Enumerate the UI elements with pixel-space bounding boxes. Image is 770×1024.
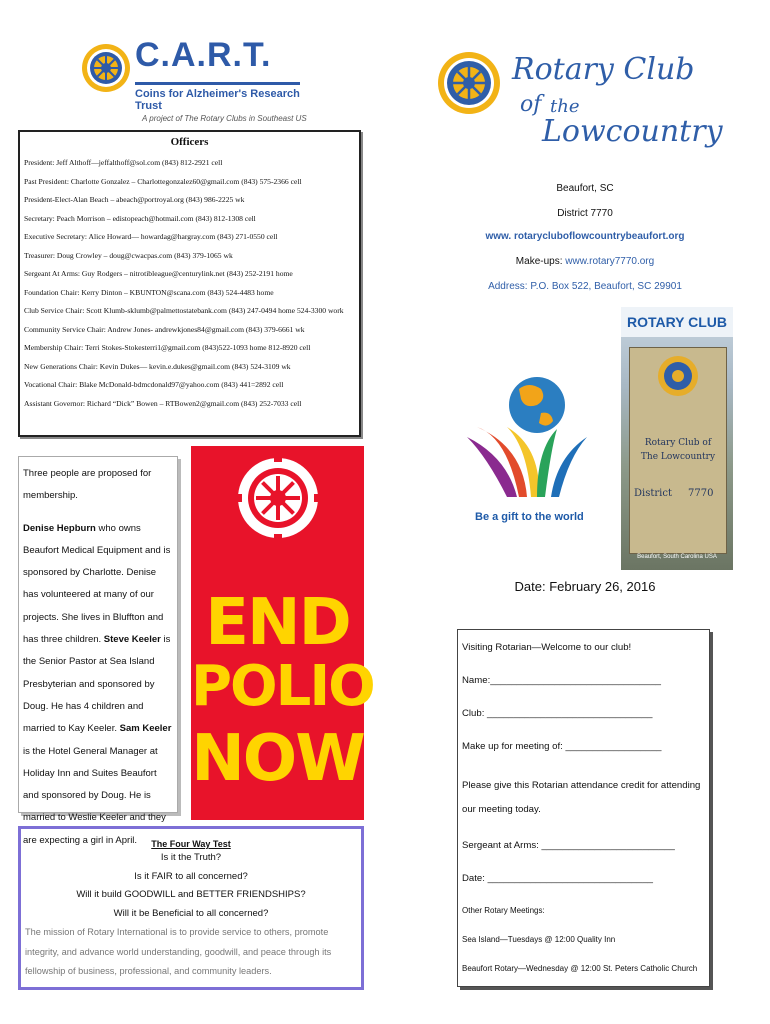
sign-number: 7770 bbox=[688, 488, 714, 499]
club-district: District 7770 bbox=[557, 208, 613, 219]
officer-line: Past President: Charlotte Gonzalez – Charlottegonzalez60@gmail.com (843) 575-2366 cell bbox=[24, 176, 302, 186]
polio-polio: POLIO bbox=[191, 654, 374, 719]
rotary-wheel-icon bbox=[80, 30, 132, 110]
club-logo-line: of bbox=[520, 92, 542, 117]
sign-footer: Beaufort, South Carolina USA bbox=[637, 554, 717, 560]
four-way-line: Will it be Beneficial to all concerned? bbox=[113, 907, 269, 919]
polio-end: END bbox=[205, 586, 350, 660]
new-members-box bbox=[18, 456, 178, 846]
officer-line: Sergeant At Arms: Guy Rodgers – nitrotibleague@centurylink.net (843) 252-2191 home bbox=[24, 269, 293, 278]
rotary-wheel-icon bbox=[236, 456, 320, 540]
four-way-title: The Four Way Test bbox=[151, 839, 231, 849]
club-logo-line: Rotary Club bbox=[512, 52, 695, 87]
club-website-link[interactable]: www. rotarycluboflowcountrybeaufort.org bbox=[485, 231, 685, 242]
four-way-line: Is it FAIR to all concerned? bbox=[134, 870, 248, 882]
club-address: Address: P.O. Box 522, Beaufort, SC 29901 bbox=[488, 281, 682, 292]
gift-globe-icon bbox=[457, 367, 597, 507]
officers-box bbox=[18, 130, 361, 437]
officer-line: Foundation Chair: Kerry Dinton – KBUNTON@scana.com (843) 524-4483 home bbox=[24, 287, 274, 297]
officer-line: President-Elect-Alan Beach – abeach@portroyal.org (843) 986-2225 wk bbox=[24, 195, 245, 204]
four-way-line: Will it build GOODWILL and BETTER FRIENDSHIPS? bbox=[76, 889, 306, 900]
meeting-item: Sea Island—Tuesdays @ 12:00 Quality Inn bbox=[462, 935, 616, 944]
member-name: Sam Keeler bbox=[119, 723, 172, 735]
sign-line: Rotary Club of bbox=[644, 438, 712, 448]
officer-line: Treasurer: Doug Crowley – doug@cwacpas.com (843) 379-1065 wk bbox=[24, 250, 233, 260]
gift-caption: Be a gift to the world bbox=[475, 511, 584, 523]
club-makeups bbox=[460, 256, 710, 267]
visiting-rotarian-box bbox=[457, 629, 710, 987]
rotary-mission: The mission of Rotary International is to provide service to others, promote integrity, and advance world understanding, goodwill, and peace through its fellowship of business, professional, and community leaders. bbox=[25, 927, 332, 976]
polio-now: NOW bbox=[191, 722, 364, 796]
sign-district: District bbox=[634, 488, 672, 499]
club-sign-photo bbox=[621, 307, 733, 570]
officer-line: Membership Chair: Terri Stokes-Stokesterri1@gmail.com (843)522-1093 home 812-8920 cell bbox=[24, 343, 311, 352]
sign-heading: ROTARY CLUB bbox=[621, 307, 733, 337]
cart-logo bbox=[80, 30, 310, 130]
officer-line: President: Jeff Althoff—jeffalthoff@sol.com (843) 812-2921 cell bbox=[24, 158, 223, 167]
member-name: Denise Hepburn bbox=[23, 522, 96, 534]
member-name: Steve Keeler bbox=[103, 634, 161, 646]
rotary-wheel-icon bbox=[436, 50, 502, 116]
be-a-gift-logo bbox=[457, 367, 597, 527]
visit-name-field: Name:________________________________ bbox=[462, 675, 661, 686]
members-paragraph bbox=[23, 518, 173, 852]
club-city: Beaufort, SC bbox=[556, 183, 614, 194]
officer-line: Assistant Governor: Richard “Dick” Bowen – RTBowen2@gmail.com (843) 252-7033 cell bbox=[24, 398, 302, 408]
officers-list bbox=[20, 154, 359, 413]
newsletter-date: Date: February 26, 2016 bbox=[514, 579, 656, 594]
member-text: is the Senior Pastor at Sea Island Presbyterian and sponsored by Doug. He has 4 children and married to Kay Keeler. bbox=[23, 634, 171, 735]
visit-sergeant-field: Sergeant at Arms: _________________________ bbox=[462, 840, 675, 851]
visit-club-field: Club: _______________________________ bbox=[462, 708, 653, 719]
visit-credit-note: Please give this Rotarian attendance credit for attending our meeting today. bbox=[462, 780, 701, 815]
visit-date-field: Date: _______________________________ bbox=[462, 873, 653, 884]
officer-line: Vocational Chair: Blake McDonald-bdmcdonald97@yahoo.com (843) 441=2892 cell bbox=[24, 380, 284, 389]
sign-line: The Lowcountry bbox=[640, 452, 716, 462]
officer-line: Executive Secretary: Alice Howard— howardag@hargray.com (843) 271-0550 cell bbox=[24, 232, 278, 241]
club-logo-line: Lowcountry bbox=[542, 114, 723, 149]
makeups-link[interactable]: www.rotary7770.org bbox=[565, 256, 655, 267]
other-meetings-heading: Other Rotary Meetings: bbox=[462, 906, 545, 915]
officers-heading: Officers bbox=[170, 136, 209, 148]
members-intro: Three people are proposed for membership. bbox=[23, 468, 152, 502]
cart-divider bbox=[135, 82, 300, 85]
end-polio-poster bbox=[191, 446, 374, 820]
officer-line: Secretary: Peach Morrison – edistopeach@hotmail.com (843) 812-1308 cell bbox=[24, 213, 256, 223]
member-text: is the Hotel General Manager at Holiday Inn and Suites Beaufort and sponsored by Doug. He is married to Weslie Keeler and they are expecting a girl in April. bbox=[23, 745, 166, 846]
officer-line: Community Service Chair: Andrew Jones- andrewkjones84@gmail.com (843) 379-6661 wk bbox=[24, 324, 305, 334]
sign-board bbox=[629, 347, 727, 554]
officer-line: Club Service Chair: Scott Klumb-sklumb@palmettostatebank.com (843) 247-0494 home 524-3300 work bbox=[24, 306, 344, 315]
makeups-label: Make-ups: bbox=[515, 256, 566, 267]
cart-project-line: A project of The Rotary Clubs in Southeast US bbox=[142, 114, 307, 123]
officer-line: New Generations Chair: Kevin Dukes— kevin.e.dukes@gmail.com (843) 524-3109 wk bbox=[24, 361, 291, 371]
cart-subtitle: Coins for Alzheimer's Research Trust bbox=[135, 88, 300, 112]
four-way-test-box bbox=[18, 826, 364, 990]
visit-makeup-field: Make up for meeting of: __________________ bbox=[462, 741, 662, 752]
four-way-line: Is it the Truth? bbox=[160, 852, 222, 863]
meeting-item: Beaufort Rotary—Wednesday @ 12:00 St. Peters Catholic Church bbox=[462, 964, 698, 973]
club-logo-line: the bbox=[550, 96, 580, 117]
cart-title: C.A.R.T. bbox=[135, 36, 272, 74]
rotary-wheel-icon bbox=[656, 354, 700, 398]
visit-welcome: Visiting Rotarian—Welcome to our club! bbox=[462, 642, 632, 653]
member-text: who owns Beaufort Medical Equipment and is sponsored by Charlotte. Denise has volunteered at many of our projects. She lives in Bluffton and has three children. bbox=[23, 522, 171, 646]
